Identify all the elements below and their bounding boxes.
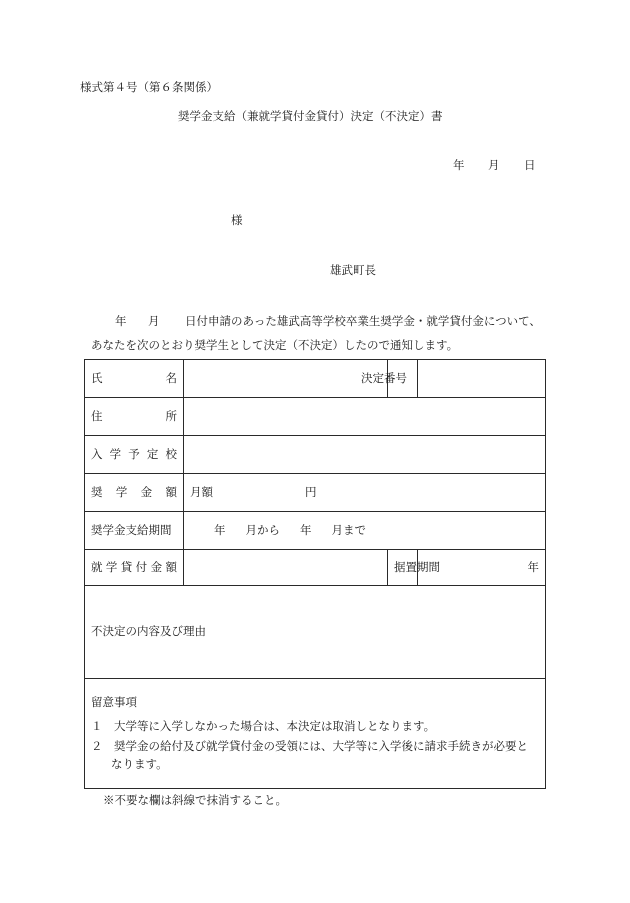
decision-number-label: 決定番号: [388, 360, 418, 398]
school-value: [184, 436, 546, 474]
period-value: [184, 512, 546, 550]
scholarship-label: 奨 学 金 額: [85, 474, 184, 512]
deferment-label: 据置期間: [388, 550, 418, 586]
school-label: 入 学 予 定 校: [85, 436, 184, 474]
monthly-label: 月額: [190, 484, 213, 499]
body-line1: 日付申請のあった雄武高等学校卒業生奨学金・就学貸付金について、: [185, 314, 541, 328]
date-month: 月: [488, 158, 500, 172]
decision-number-value: [418, 360, 546, 398]
document-title: 奨学金支給（兼就学貸付金貸付）決定（不決定）書: [178, 109, 443, 123]
scholarship-value: [184, 474, 546, 512]
address-row: [85, 398, 546, 436]
date-day: 日: [524, 158, 536, 172]
notes-label: 留意事項: [91, 695, 137, 710]
notes-cell: [85, 679, 546, 789]
address-value: [184, 398, 546, 436]
issuer: 雄武町長: [330, 263, 376, 277]
period-label: 奨学金支給期間: [85, 512, 184, 550]
scholarship-row: [85, 474, 546, 512]
reason-row: [85, 586, 546, 679]
deferment-unit: 年: [418, 550, 546, 586]
address-label: 住 所: [85, 398, 184, 436]
body-line2: あなたを次のとおり奨学生として決定（不決定）したので通知します。: [91, 338, 459, 352]
name-label: 氏 名: [85, 360, 184, 398]
school-row: [85, 436, 546, 474]
name-row: [85, 360, 546, 398]
reason-label: 不決定の内容及び理由: [85, 586, 546, 679]
footer-remark: ※不要な欄は斜線で抹消すること。: [103, 793, 287, 807]
notes-row: [85, 679, 546, 789]
note-1: １ 大学等に入学しなかった場合は、本決定は取消しとなります。: [91, 719, 436, 734]
yen-label: 円: [305, 484, 317, 499]
loan-value: [184, 550, 388, 586]
body-year: 年: [115, 314, 127, 328]
form-number: 様式第４号（第６条関係）: [80, 80, 218, 94]
decision-table: [84, 359, 546, 789]
note-2: ２ 奨学金の給付及び就学貸付金の受領には、大学等に入学後に請求手続きが必要となります。: [91, 739, 528, 771]
body-month: 月: [148, 314, 160, 328]
loan-row: [85, 550, 546, 586]
period-month-to: 月まで: [331, 522, 366, 537]
period-row: [85, 512, 546, 550]
date-year: 年: [453, 158, 465, 172]
period-year2: 年: [300, 522, 312, 537]
period-month-from: 月から: [245, 522, 280, 537]
recipient-suffix: 様: [231, 213, 243, 227]
period-year1: 年: [214, 522, 226, 537]
loan-label: 就 学 貸 付 金 額: [85, 550, 184, 586]
